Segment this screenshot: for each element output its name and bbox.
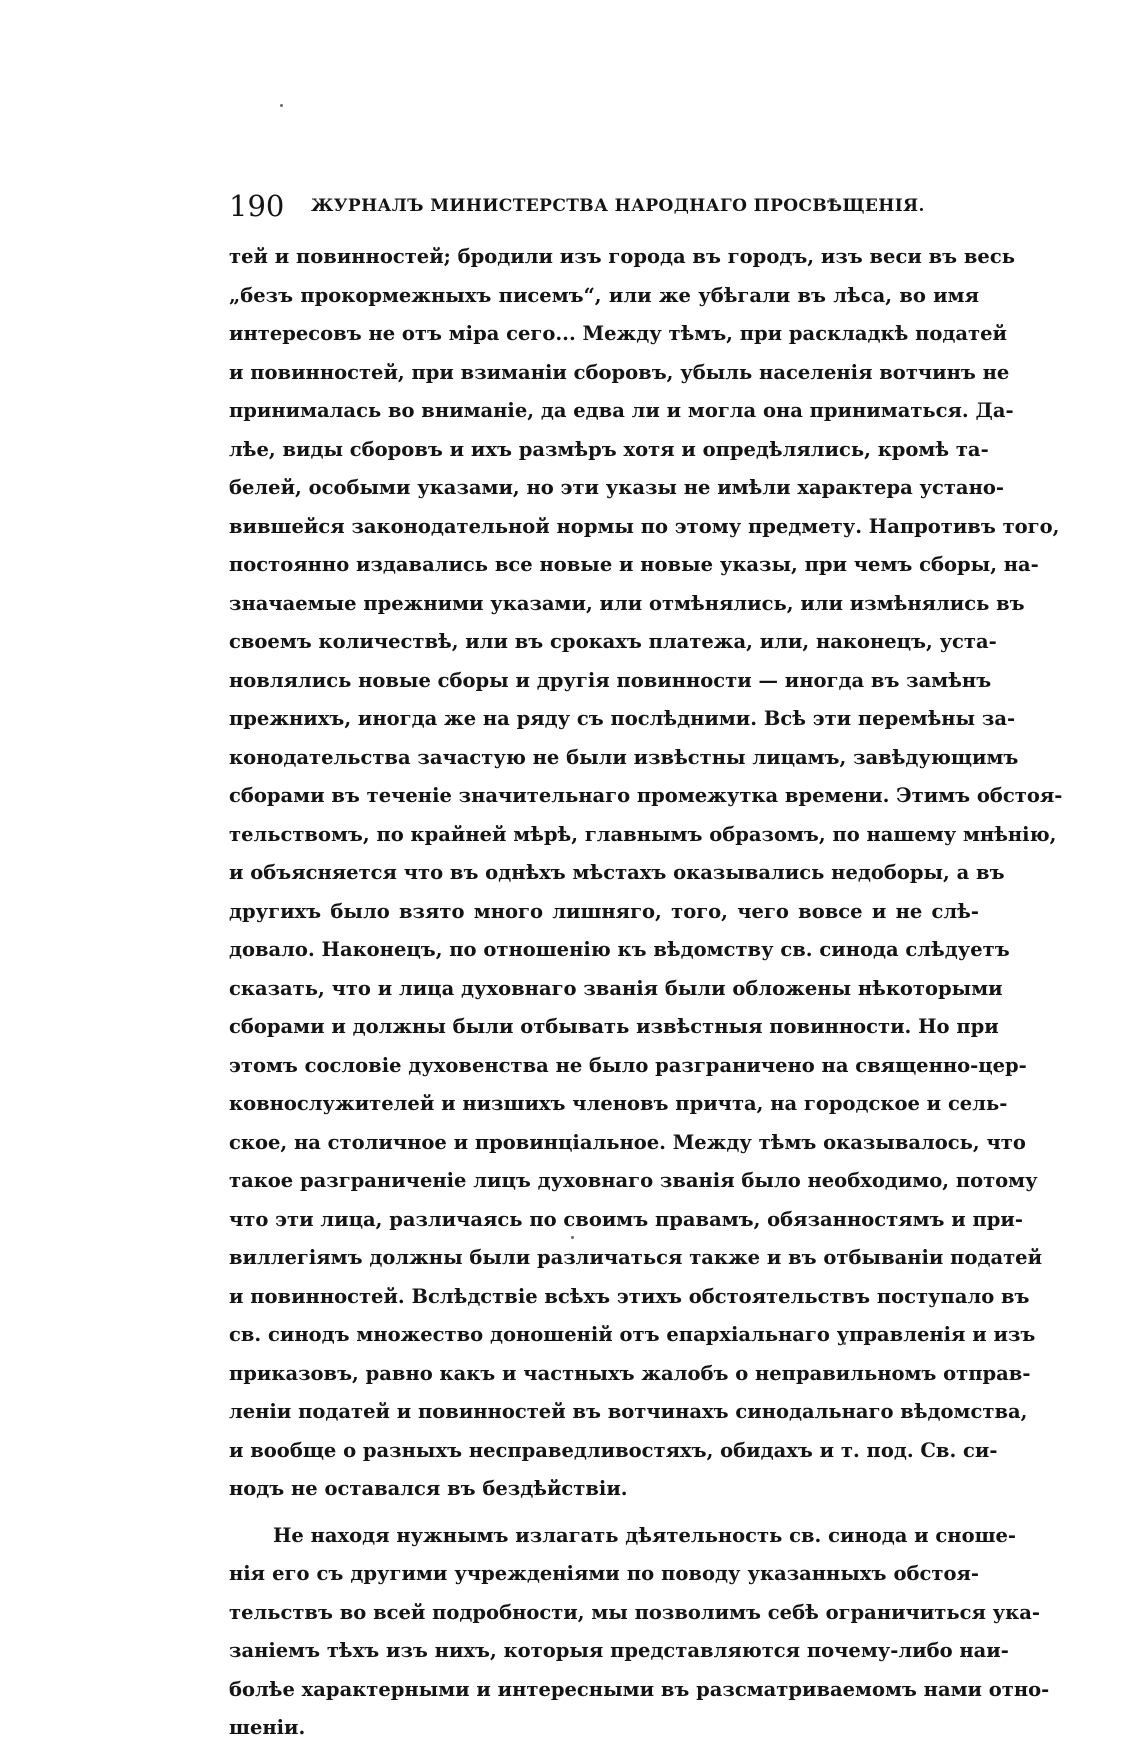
text-line: леніи податей и повинностей въ вотчинахъ синодальнаго вѣдомства, bbox=[229, 1400, 1028, 1423]
text-line: ковнослужителей и низшихъ членовъ причта, на городское и сель- bbox=[229, 1092, 1008, 1115]
text-line: сборами въ теченіе значительнаго промежутка времени. Этимъ обстоя- bbox=[229, 784, 1063, 807]
text-line: что эти лица, различаясь по своимъ правамъ, обязанностямъ и при- bbox=[229, 1207, 1023, 1231]
text-line: и повинностей, при взиманіи сборовъ, убыль населенія вотчинъ не bbox=[229, 360, 1010, 384]
text-line: новлялись новые сборы и другія повинности — иногда въ замѣнъ bbox=[229, 668, 992, 692]
running-title: ЖУРНАЛЪ МИНИСТЕРСТВА НАРОДНАГО ПРОСВѢЩЕНІЯ. bbox=[311, 196, 925, 216]
text-line: заніемъ тѣхъ изъ нихъ, которыя представляются почему-либо наи- bbox=[229, 1639, 1009, 1662]
body-text bbox=[229, 238, 1063, 1748]
text-line: другихъ было взято много лишняго, того, чего вовсе и не слѣ- bbox=[229, 899, 979, 923]
text-line: такое разграниченіе лицъ духовнаго званія было необходимо, потому bbox=[229, 1169, 1038, 1192]
text-line: тельствъ во всей подробности, мы позволимъ себѣ ограничиться ука- bbox=[229, 1600, 1040, 1624]
paragraph bbox=[229, 238, 1063, 1509]
text-line: и повинностей. Вслѣдствіе всѣхъ этихъ обстоятельствъ поступало въ bbox=[229, 1284, 1030, 1308]
text-line: постоянно издавались все новые и новые указы, при чемъ сборы, на- bbox=[229, 553, 1039, 576]
text-line: значаемые прежними указами, или отмѣнялись, или измѣнялись въ bbox=[229, 591, 1025, 615]
text-line: прежнихъ, иногда же на ряду съ послѣдними. Всѣ эти перемѣны за- bbox=[229, 707, 1016, 730]
text-line: своемъ количествѣ, или въ срокахъ платежа, или, наконецъ, уста- bbox=[229, 630, 997, 653]
text-line: „безъ прокормежныхъ писемъ“, или же убѣгали въ лѣса, во имя bbox=[229, 283, 979, 307]
text-line: довало. Наконецъ, по отношенію къ вѣдомству св. синода слѣдуетъ bbox=[229, 938, 1010, 961]
page-header bbox=[229, 186, 979, 226]
text-line: нія его съ другими учрежденіями по поводу указанныхъ обстоя- bbox=[229, 1562, 979, 1585]
text-line: тельствомъ, по крайней мѣрѣ, главнымъ образомъ, по нашему мнѣнію, bbox=[229, 822, 1057, 846]
text-line: тей и повинностей; бродили изъ города въ городъ, изъ веси въ весь bbox=[229, 245, 1015, 268]
text-line: вившейся законодательной нормы по этому предмету. Напротивъ того, bbox=[229, 514, 1060, 538]
text-line: болѣе характерными и интересными въ разсматриваемомъ нами отно- bbox=[229, 1677, 1050, 1701]
text-line: лѣе, виды сборовъ и ихъ размѣръ хотя и опредѣлялись, кромѣ та- bbox=[229, 437, 989, 461]
text-line: сборами и должны были отбывать извѣстныя повинности. Но при bbox=[229, 1015, 999, 1038]
text-line: конодательства зачастую не были извѣстны лицамъ, завѣдующимъ bbox=[229, 745, 1019, 769]
text-line: ское, на столичное и провинціальное. Между тѣмъ оказывалось, что bbox=[229, 1130, 1026, 1154]
text-line: и вообще о разныхъ несправедливостяхъ, обидахъ и т. под. Св. си- bbox=[229, 1438, 998, 1462]
paragraph-gap bbox=[229, 1509, 979, 1517]
text-line: принималась во вниманіе, да едва ли и могла она приниматься. Да- bbox=[229, 399, 1014, 422]
paragraph bbox=[229, 1517, 1050, 1748]
text-line: сказать, что и лица духовнаго званія были обложены нѣкоторыми bbox=[229, 976, 1003, 1000]
text-line: св. синодъ множество доношеній отъ епархіальнаго управленія и изъ bbox=[229, 1323, 1036, 1346]
paper-speck bbox=[280, 104, 283, 107]
page-number: 190 bbox=[229, 189, 285, 223]
text-line: шеніи. bbox=[229, 1716, 306, 1739]
text-line: и объясняется что въ однѣхъ мѣстахъ оказывались недоборы, а въ bbox=[229, 861, 1005, 884]
text-line: приказовъ, равно какъ и частныхъ жалобъ о неправильномъ отправ- bbox=[229, 1361, 1031, 1385]
text-line: интересовъ не отъ міра сего... Между тѣмъ, при раскладкѣ податей bbox=[229, 322, 1007, 345]
text-line: Не находя нужнымъ излагать дѣятельность св. синода и сноше- bbox=[273, 1523, 1017, 1547]
text-line: нодъ не оставался въ бездѣйствіи. bbox=[229, 1477, 628, 1500]
text-line: виллегіямъ должны были различаться также и въ отбываніи податей bbox=[229, 1246, 1043, 1269]
text-line: белей, особыми указами, но эти указы не имѣли характера устано- bbox=[229, 476, 1004, 499]
text-line: этомъ сословіе духовенства не было разграничено на священно-цер- bbox=[229, 1053, 1027, 1077]
